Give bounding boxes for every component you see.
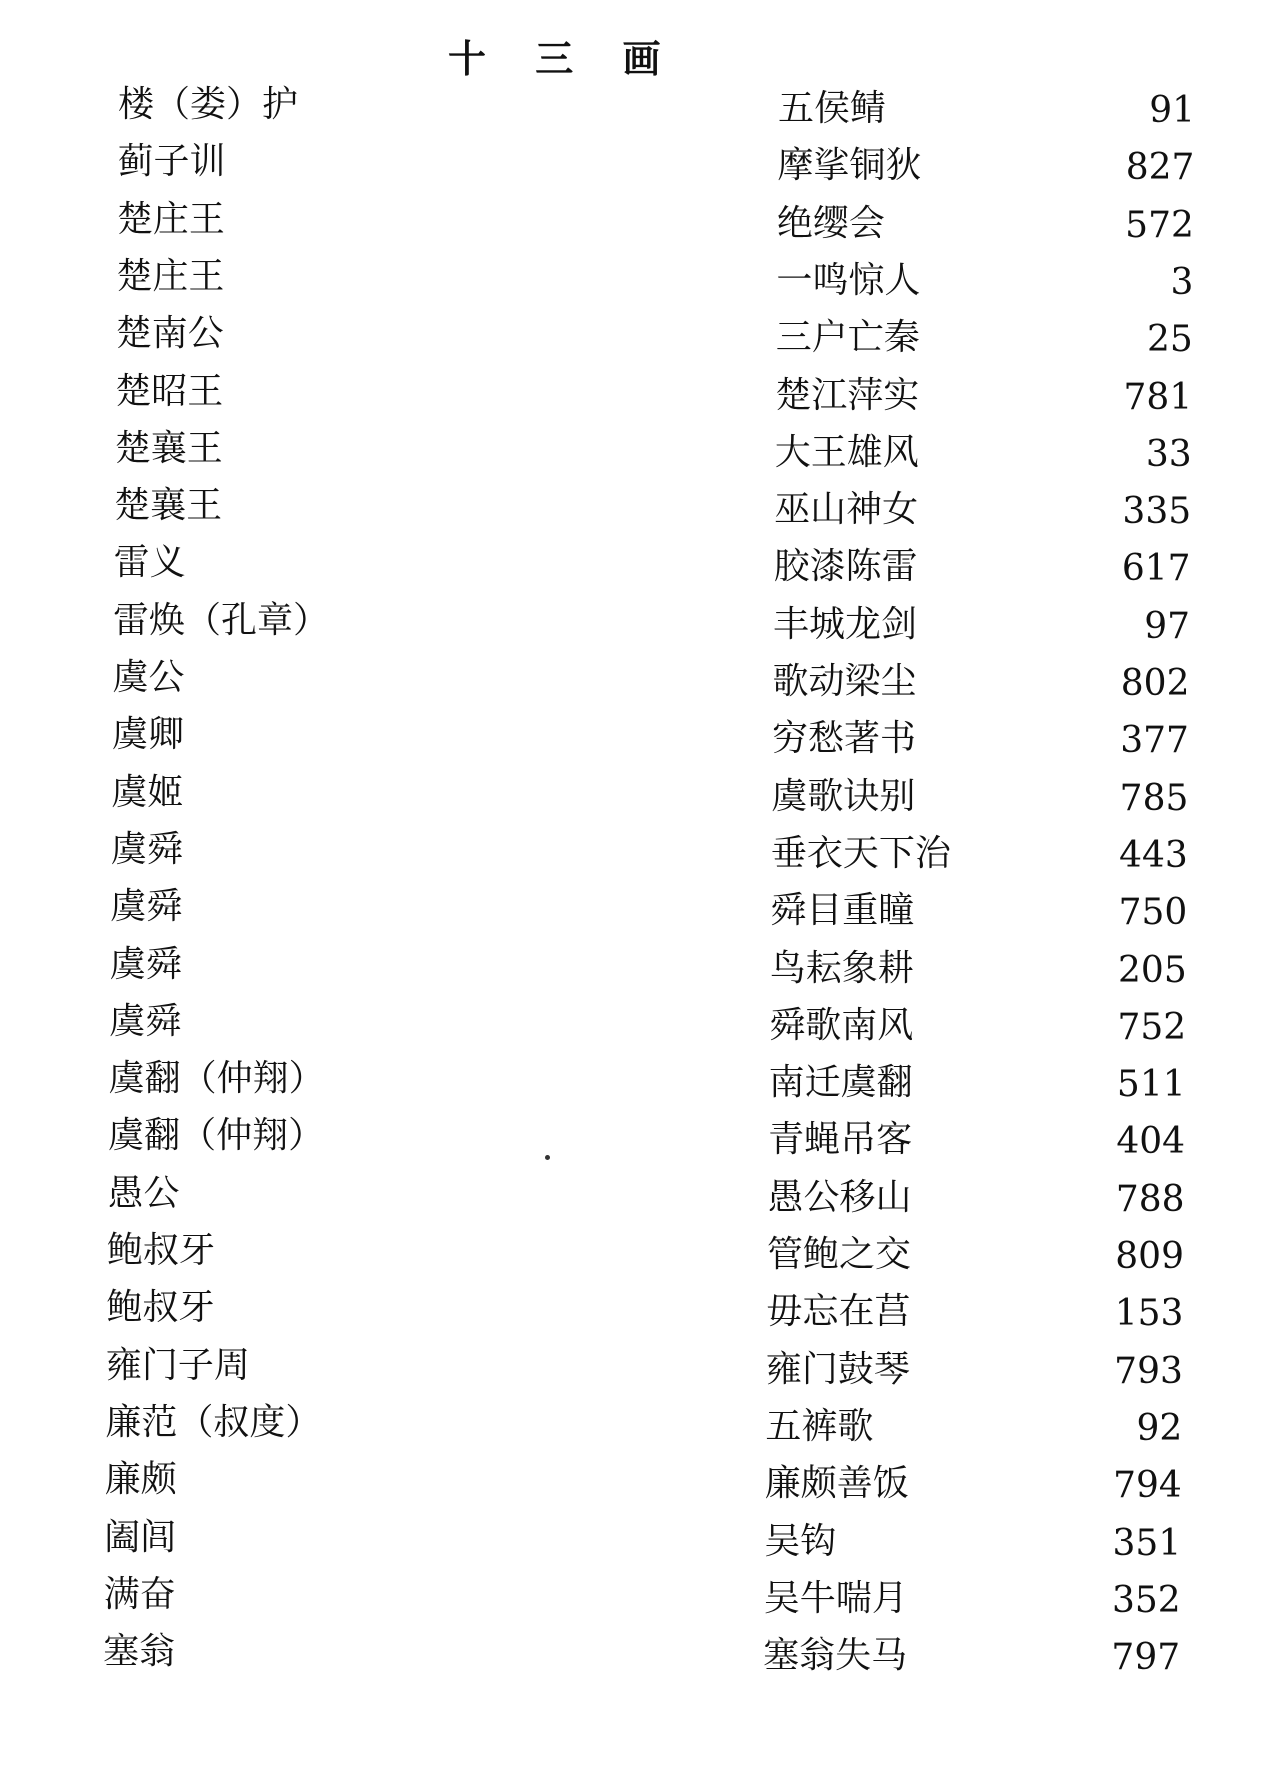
idiom-title: 歌动梁尘 (772, 661, 917, 702)
page-number: 793 (1114, 1350, 1183, 1392)
person-name: 鲍叔牙 (107, 1230, 216, 1271)
person-name: 虞舜 (109, 943, 182, 985)
person-name: 虞舜 (109, 1000, 182, 1042)
person-name: 楚襄王 (114, 427, 223, 469)
person-name: 楚庄王 (116, 255, 225, 297)
page-number: 352 (1111, 1579, 1181, 1621)
entry-row (0, 195, 1275, 245)
person-name: 楚昭王 (115, 370, 224, 412)
person-name: 虞舜 (110, 886, 183, 928)
person-name: 塞翁 (103, 1631, 176, 1673)
idiom-title: 一鸣惊人 (776, 259, 921, 301)
idiom-title: 吴牛喘月 (763, 1577, 908, 1619)
entry-row (0, 481, 1275, 531)
idiom-title: 吴钩 (764, 1520, 837, 1562)
entry-row (0, 768, 1275, 818)
idiom-title: 毋忘在莒 (766, 1291, 911, 1333)
page-number: 781 (1123, 376, 1193, 418)
idiom-title: 雍门鼓琴 (765, 1348, 910, 1390)
person-name: 阖闾 (104, 1516, 177, 1558)
person-name: 蓟子训 (117, 141, 226, 183)
entry-row (0, 367, 1275, 417)
idiom-title: 舜目重瞳 (770, 890, 915, 932)
person-name: 雷焕（孔章） (113, 599, 330, 641)
idiom-title: 舜歌南风 (769, 1004, 914, 1046)
page-number: 750 (1118, 892, 1188, 934)
person-name: 满奋 (103, 1573, 176, 1615)
person-name: 廉范（叔度） (105, 1401, 322, 1443)
person-name: 虞舜 (110, 828, 183, 870)
entry-row (0, 710, 1275, 760)
page-number: 788 (1115, 1178, 1185, 1220)
page-number: 511 (1116, 1064, 1186, 1106)
entry-row (0, 1398, 1275, 1448)
person-name: 楚襄王 (114, 485, 223, 527)
section-heading: 十 三 画 (448, 37, 679, 81)
idiom-title: 管鲍之交 (767, 1234, 912, 1275)
print-speck (545, 1155, 550, 1160)
idiom-title: 大王雄风 (774, 431, 919, 473)
entry-row (0, 940, 1275, 990)
entry-row (0, 252, 1275, 302)
page-number: 351 (1112, 1522, 1182, 1564)
person-name: 楼（娄）护 (118, 84, 299, 125)
person-name: 雍门子周 (105, 1344, 250, 1386)
idiom-title: 摩挲铜狄 (777, 145, 922, 187)
entry-row (0, 825, 1275, 875)
idiom-title: 五侯鲭 (778, 88, 887, 129)
entry-row (0, 997, 1275, 1047)
page-number: 377 (1120, 720, 1189, 762)
idiom-title: 虞歌诀别 (771, 775, 916, 817)
page-number: 443 (1119, 834, 1188, 876)
entry-row (0, 1570, 1275, 1620)
page-number: 404 (1116, 1121, 1186, 1163)
idiom-title: 胶漆陈雷 (773, 546, 918, 588)
page-number: 797 (1111, 1637, 1181, 1679)
page-number: 572 (1125, 204, 1194, 246)
person-name: 虞翻（仲翔） (108, 1058, 325, 1100)
page-number: 794 (1113, 1465, 1182, 1507)
entry-row (0, 1627, 1275, 1677)
entry-row (0, 1169, 1275, 1219)
idiom-title: 青蝇吊客 (768, 1119, 913, 1161)
entry-row (0, 1513, 1275, 1563)
person-name: 廉颇 (104, 1459, 177, 1501)
idiom-title: 绝缨会 (776, 202, 885, 244)
idiom-title: 愚公移山 (767, 1176, 912, 1218)
entry-row (0, 1283, 1275, 1333)
person-name: 虞翻（仲翔） (108, 1115, 325, 1157)
entry-row (0, 309, 1275, 359)
idiom-title: 楚江萍实 (775, 374, 920, 416)
page-number: 335 (1122, 491, 1192, 533)
page-number: 92 (1136, 1407, 1183, 1449)
page-number: 205 (1118, 949, 1187, 991)
person-name: 楚庄王 (116, 198, 225, 240)
idiom-title: 穷愁著书 (771, 718, 916, 760)
idiom-title: 塞翁失马 (763, 1635, 908, 1677)
entry-row (0, 1341, 1275, 1391)
entry-row (0, 1455, 1275, 1505)
person-name: 虞卿 (111, 714, 184, 756)
page-number: 97 (1144, 605, 1191, 647)
page-number: 25 (1146, 319, 1193, 361)
entry-row (0, 653, 1275, 703)
page-number: 802 (1120, 663, 1190, 704)
entry-row (0, 596, 1275, 646)
idiom-title: 丰城龙剑 (773, 603, 918, 645)
page-number: 33 (1145, 433, 1192, 475)
entry-row (0, 538, 1275, 588)
entry-row (0, 137, 1275, 187)
entry-row (0, 882, 1275, 932)
page-number: 752 (1117, 1006, 1187, 1048)
page-number: 785 (1119, 777, 1189, 819)
person-name: 雷义 (113, 542, 186, 584)
idiom-title: 巫山神女 (774, 489, 919, 531)
entry-row (0, 1054, 1275, 1104)
page-number: 617 (1121, 548, 1191, 590)
entry-row (0, 80, 1275, 130)
person-name: 愚公 (107, 1172, 180, 1214)
page-number: 809 (1115, 1236, 1184, 1277)
idiom-title: 鸟耘象耕 (769, 947, 914, 989)
entry-row (0, 1111, 1275, 1161)
page-number: 91 (1149, 90, 1195, 131)
idiom-title: 三户亡秦 (775, 317, 920, 359)
page-number: 3 (1170, 261, 1194, 303)
person-name: 楚南公 (115, 313, 224, 355)
page-number: 153 (1114, 1293, 1184, 1335)
idiom-title: 垂衣天下治 (770, 832, 951, 874)
entry-row (0, 1226, 1275, 1276)
entry-row (0, 424, 1275, 474)
idiom-title: 五裤歌 (765, 1405, 874, 1447)
idiom-title: 廉颇善饭 (764, 1463, 909, 1505)
person-name: 鲍叔牙 (106, 1287, 215, 1329)
person-name: 虞姬 (111, 771, 184, 813)
idiom-title: 南迁虞翻 (768, 1062, 913, 1104)
person-name: 虞公 (112, 657, 185, 698)
page-number: 827 (1125, 147, 1195, 189)
